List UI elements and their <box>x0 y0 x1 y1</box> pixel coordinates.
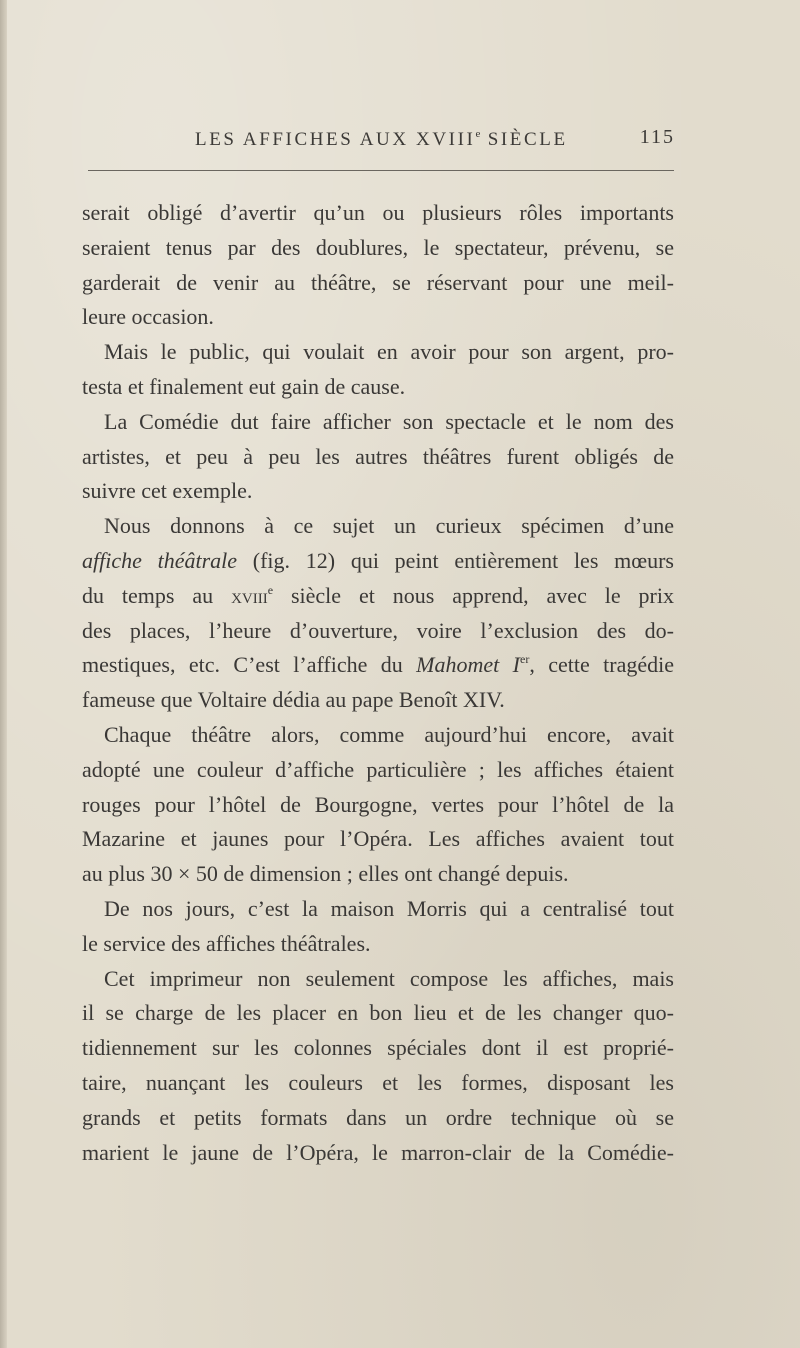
text-line <box>82 544 674 579</box>
text-line: il se charge de les placer en bon lieu et de les changer quo- <box>82 1000 674 1026</box>
text-span: du temps au <box>82 582 232 608</box>
running-title-main: LES AFFICHES AUX XVIII <box>195 129 476 150</box>
text-line: marient le jaune de l’Opéra, le marron-clair de la Comédie- <box>82 1139 674 1165</box>
text-line: adopté une couleur d’affiche particulière ; les affiches étaient <box>82 756 674 782</box>
paragraph-first-line: Chaque théâtre alors, comme aujourd’hui encore, avait <box>104 721 674 747</box>
text-line: leure occasion. <box>82 304 214 330</box>
running-header <box>195 128 675 158</box>
page-number: 115 <box>639 126 675 148</box>
century-numeral: xviii <box>231 583 268 608</box>
text-span: siècle et nous apprend, avec le prix <box>273 582 674 608</box>
text-line: rouges pour l’hôtel de Bourgogne, vertes pour l’hôtel de la <box>82 791 674 817</box>
page-binding-edge <box>0 0 7 1348</box>
text-line: au plus 30 × 50 de dimension ; elles ont changé depuis. <box>82 861 569 887</box>
text-line: testa et finalement eut gain de cause. <box>82 373 406 399</box>
header-rule <box>88 170 674 171</box>
text-line: suivre cet exemple. <box>82 478 253 504</box>
text-span: (fig. 12) qui peint entièrement les mœurs <box>237 547 674 573</box>
text-line: tidiennement sur les colonnes spéciales dont il est proprié- <box>82 1035 674 1061</box>
text-line: grands et petits formats dans un ordre technique où se <box>82 1104 674 1130</box>
text-span: mestiques, etc. C’est l’affiche du <box>82 652 417 678</box>
text-line: seraient tenus par des doublures, le spectateur, prévenu, se <box>82 234 674 260</box>
paragraph-first-line: Mais le public, qui voulait en avoir pour son argent, pro- <box>104 339 674 365</box>
superscript: e <box>267 582 274 597</box>
text-line: Mazarine et jaunes pour l’Opéra. Les affiches avaient tout <box>82 826 674 852</box>
text-line: le service des affiches théâtrales. <box>82 930 371 956</box>
text-line: artistes, et peu à peu les autres théâtres furent obligés de <box>82 443 674 469</box>
text-line: fameuse que Voltaire dédia au pape Benoît XIV. <box>82 687 505 713</box>
italic-title: affiche théâtrale <box>82 547 238 573</box>
running-title <box>195 128 568 151</box>
body-text <box>82 196 674 1170</box>
text-line <box>82 648 674 683</box>
paragraph-first-line: Cet imprimeur non seulement compose les affiches, mais <box>104 965 674 991</box>
text-line: taire, nuançant les couleurs et les formes, disposant les <box>82 1069 674 1095</box>
text-span: , cette tragédie <box>529 652 674 678</box>
italic-title: Mahomet I <box>416 652 520 678</box>
superscript: er <box>520 652 530 667</box>
text-line: garderait de venir au théâtre, se réservant pour une meil- <box>82 269 674 295</box>
paragraph-first-line: De nos jours, c’est la maison Morris qui a centralisé tout <box>104 895 674 921</box>
paragraph-first-line: La Comédie dut faire afficher son spectacle et le nom des <box>104 408 674 434</box>
running-title-superscript: e <box>475 128 481 140</box>
paragraph-first-line: Nous donnons à ce sujet un curieux spécimen d’une <box>104 513 674 539</box>
text-line: serait obligé d’avertir qu’un ou plusieurs rôles importants <box>82 200 674 225</box>
text-line <box>82 579 674 614</box>
text-line: des places, l’heure d’ouverture, voire l’exclusion des do- <box>82 617 674 643</box>
running-title-end: SIÈCLE <box>480 129 568 150</box>
